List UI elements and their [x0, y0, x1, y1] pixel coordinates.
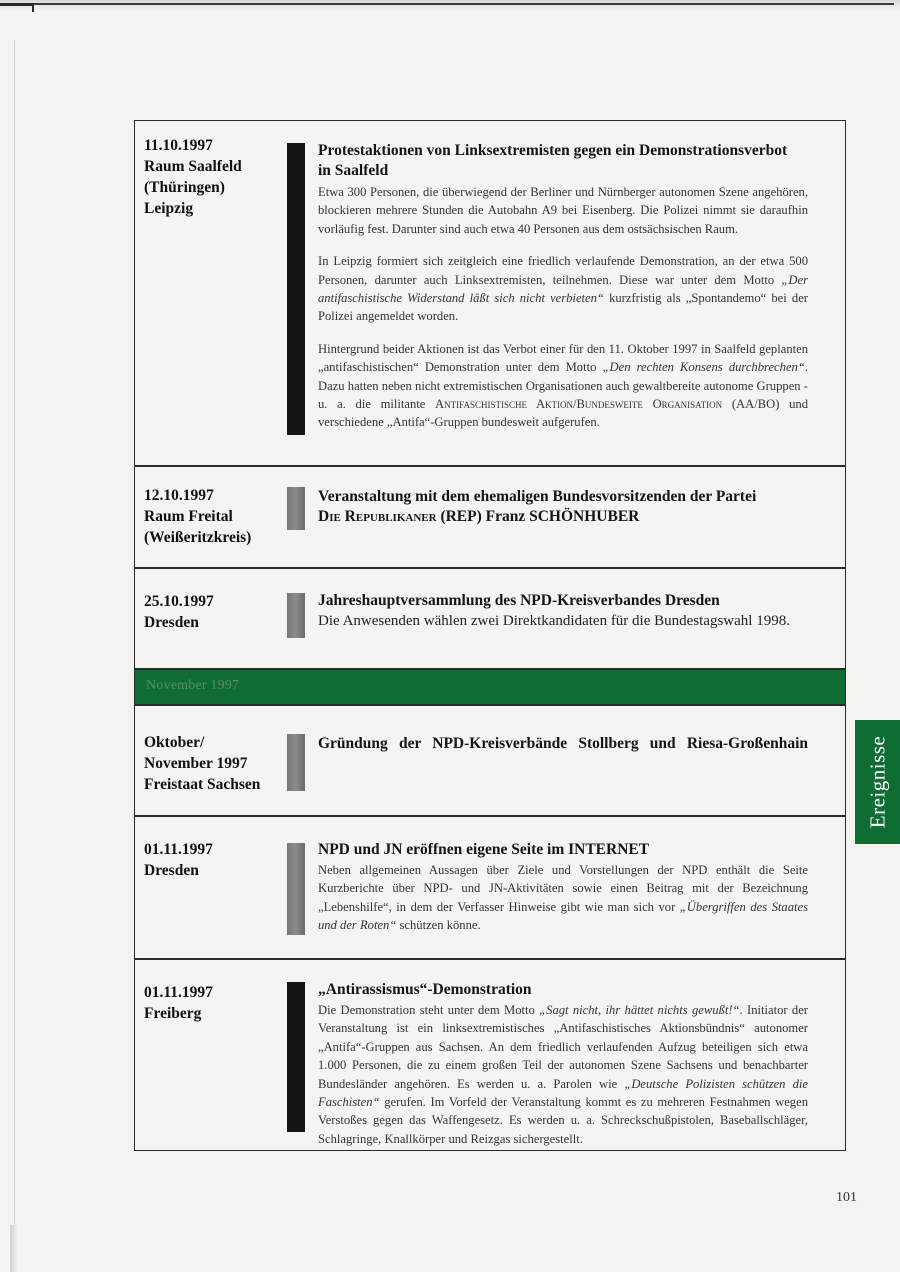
- relevance-marker: [287, 593, 305, 638]
- event-title-line: Die Republikaner (REP) Franz SCHÖNHUBER: [318, 508, 640, 525]
- event-title: NPD und JN eröffnen eigene Seite im INTERNET: [318, 841, 650, 858]
- scan-edge-left: [14, 40, 15, 1250]
- event-location-line: Raum Saalfeld: [144, 158, 242, 175]
- motto-text: „Sagt nicht, ihr hättet nichts gewußt!“: [539, 1003, 740, 1017]
- organization-name: Antifaschistische Aktion/Bundesweite Organisation: [435, 397, 723, 412]
- event-date-location: [144, 982, 294, 1024]
- page-number: 101: [836, 1190, 857, 1205]
- event-body: [318, 1001, 808, 1148]
- scan-edge-bottom-left: [10, 1225, 18, 1272]
- event-body: [318, 861, 808, 935]
- event-date: Oktober/: [144, 734, 205, 751]
- event-date-location: [144, 485, 294, 548]
- event-content: [318, 141, 808, 432]
- event-paragraph: In Leipzig formiert sich zeitgleich eine friedlich verlaufende Demonstration, an der etwa 500 Personen, darunter auch Linksextremisten, teilnehmen. Diese war unter dem Motto „Der antifaschistische Widerstand läßt sich nicht verbieten“ kurzfristig als „Spontandemo“ bei der Polizei angemeldet worden.: [318, 254, 808, 324]
- event-date: 01.11.1997: [144, 841, 213, 858]
- event-paragraph: Neben allgemeinen Aussagen über Ziele und Vorstellungen der NPD enthält die Seite Kurzberichte über NPD- und JN-Aktivitäten sowie einen Beitrag mit der Bezeichnung „Lebenshilfe“, in dem der Verfasser Hinweise gibt wie man sich vor „Übergriffen des Staates und der Roten“ schützen könne.: [318, 863, 809, 933]
- relevance-marker: [287, 487, 305, 530]
- event-date-line: November 1997: [144, 755, 248, 772]
- event-entry-saalfeld: [134, 120, 846, 466]
- event-title-line: Protestaktionen von Linksextremisten gegen ein Demonstrationsverbot: [318, 142, 788, 159]
- event-location-line: Leipzig: [144, 200, 194, 217]
- event-title: „Antirassismus“-Demonstration: [318, 981, 532, 998]
- event-location-line: Raum Freital: [144, 508, 233, 525]
- slogan-text: „Deutsche Polizisten schützen die Faschisten“: [318, 1076, 808, 1110]
- scan-corner-mark: [0, 3, 34, 12]
- event-paragraph: Hintergrund beider Aktionen ist das Verbot einer für den 11. Oktober 1997 in Saalfeld geplanten „antifaschistischen“ Demonstration unter dem Motto „Den rechten Konsens durchbrechen“. Dazu hatten neben nicht extremistischen Organisationen auch gewaltbereite autonome Gruppen - u. a. die militante Antifaschistische Aktion/Bundesweite Organisation (AA/BO) und verschiedene „Antifa“-Gruppen bundesweit aufgerufen.: [318, 341, 808, 430]
- relevance-marker: [287, 734, 305, 791]
- relevance-marker: [287, 982, 305, 1132]
- event-entry-kreisverbaende: [134, 705, 846, 816]
- event-location-line: Dresden: [144, 614, 199, 631]
- event-entry-internet: [134, 816, 846, 959]
- event-date: 11.10.1997: [144, 137, 213, 154]
- event-paragraph: Etwa 300 Personen, die überwiegend der Berliner und Nürnberger autonomen Szene angehören, blockieren mehrere Stunden die Autobahn A9 bei Eisenberg. Die Polizei nimmt sie daraufhin vorläufig fest. Darunter sind auch etwa 40 Personen aus dem ostsächsischen Raum.: [318, 185, 808, 236]
- month-banner-label: November 1997: [146, 678, 240, 693]
- event-date: 12.10.1997: [144, 487, 214, 504]
- event-title-line: in Saalfeld: [318, 162, 389, 179]
- event-date-location: [144, 591, 294, 633]
- month-banner: [134, 669, 846, 705]
- event-entry-freiberg: [134, 959, 846, 1151]
- motto-text: „Der antifaschistische Widerstand läßt sich nicht verbieten“: [318, 272, 808, 306]
- event-paragraph: Die Demonstration steht unter dem Motto „Sagt nicht, ihr hättet nichts gewußt!“. Initiator der Veranstaltung ist ein linksextremistisches „Antifaschistisches Aktionsbündnis“ autonomer „Antifa“-Gruppen aus Sachsen. An dem friedlich verlaufenden Aufzug beteiligen sich etwa 1.000 Personen, die zu einem großen Teil der autonomen Szene Sachsens und benachbarter Bundesländer angehören. Es werden u. a. Parolen wie „Deutsche Polizisten schützen die Faschisten“ gerufen. Im Vorfeld der Veranstaltung kommt es zu mehreren Festnahmen wegen Verstoßes gegen das Waffengesetz. Es werden u. a. Schreckschußpistolen, Baseballschläger, Schlagringe, Knallkörper und Reizgas sichergestellt.: [318, 1003, 808, 1146]
- event-location-line: Dresden: [144, 862, 199, 879]
- event-entry-freital: [134, 466, 846, 568]
- event-content: [318, 734, 808, 754]
- event-date-location: [144, 135, 294, 219]
- quote-text: „Übergriffen des Staates und der Roten“: [318, 899, 809, 933]
- section-tab-label: Ereignisse: [865, 735, 889, 829]
- event-content: [318, 591, 808, 631]
- relevance-marker: [287, 143, 305, 435]
- event-date: 25.10.1997: [144, 593, 214, 610]
- event-entry-dresden-kreisverband: [134, 568, 846, 669]
- section-tab-ereignisse: [855, 720, 900, 844]
- relevance-marker: [287, 843, 305, 935]
- event-location-line: (Weißeritzkreis): [144, 529, 252, 546]
- event-title-line: Veranstaltung mit dem ehemaligen Bundesvorsitzenden der Partei: [318, 488, 757, 505]
- motto-text: „Den rechten Konsens durchbrechen“: [602, 360, 805, 375]
- event-location-line: Freistaat Sachsen: [144, 776, 261, 793]
- event-body: [318, 183, 808, 432]
- event-date: 01.11.1997: [144, 984, 213, 1001]
- event-title: Gründung der NPD-Kreisverbände Stollberg und Riesa-Großenhain: [318, 735, 808, 752]
- event-location-line: (Thüringen): [144, 179, 225, 196]
- event-date-location: [144, 839, 294, 881]
- event-date-location: [144, 732, 294, 795]
- scan-edge-top: [0, 0, 900, 10]
- event-content: [318, 840, 808, 935]
- party-name: Die Republikaner: [318, 508, 437, 525]
- event-location-line: Freiberg: [144, 1005, 202, 1022]
- event-title: [318, 487, 808, 527]
- event-title: Jahreshauptversammlung des NPD-Kreisverbandes Dresden: [318, 592, 720, 609]
- event-text: Die Anwesenden wählen zwei Direktkandidaten für die Bundestagswahl 1998.: [318, 613, 790, 629]
- event-content: [318, 980, 808, 1148]
- event-title: [318, 141, 808, 181]
- event-content: [318, 487, 808, 527]
- scan-rule-top: [30, 3, 894, 5]
